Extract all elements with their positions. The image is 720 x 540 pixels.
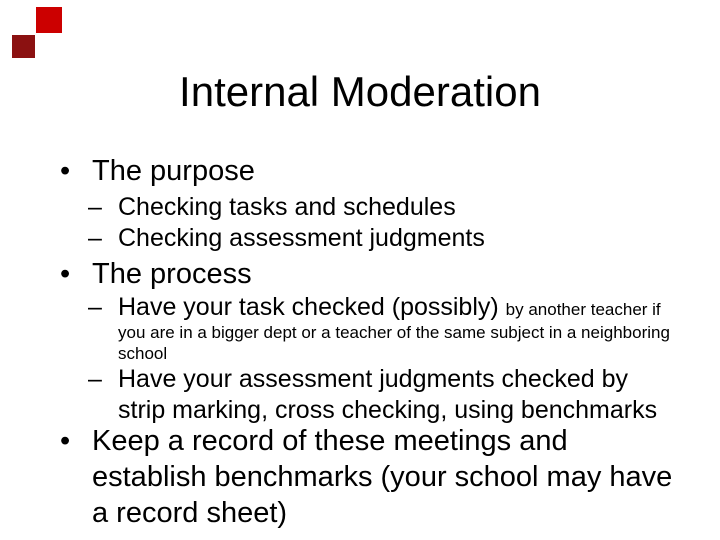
dash-marker: –	[88, 293, 102, 321]
bullet-marker: •	[60, 425, 71, 457]
sub-bullet-large-text: Have your task checked (possibly)	[118, 293, 499, 321]
sub-bullet-task-checked	[88, 292, 690, 364]
bullet-text	[92, 423, 690, 531]
sub-bullet-text: Checking assessment judgments	[118, 224, 485, 252]
sub-bullet-small-text: by another teacher if	[505, 300, 661, 319]
sub-bullet-line2: strip marking, cross checking, using benchmarks	[118, 396, 658, 424]
slide-body	[0, 153, 720, 531]
bullet-item-process	[60, 256, 690, 292]
sub-bullet-text	[118, 364, 690, 426]
bullet-line1: Keep a record of these meetings and	[92, 425, 568, 457]
mixed-size-line	[118, 292, 690, 322]
bullet-item-keep-record	[60, 423, 690, 531]
sub-bullet-text	[118, 292, 690, 364]
dash-marker: –	[88, 193, 102, 221]
sub-bullet-checking-tasks	[88, 192, 690, 223]
red-square-decoration	[36, 7, 62, 33]
slide-title: Internal Moderation	[179, 68, 541, 115]
bullet-line2: establish benchmarks (your school may have	[92, 461, 673, 493]
bullet-line3: a record sheet)	[92, 497, 288, 529]
sub-bullet-judgments-checked	[88, 364, 690, 426]
dash-marker: –	[88, 224, 102, 252]
bullet-marker: •	[60, 155, 71, 187]
sub-bullet-line1: Have your assessment judgments checked by	[118, 365, 628, 393]
dash-marker: –	[88, 365, 102, 393]
sub-bullet-small-text-line2: you are in a bigger dept or a teacher of the same subject in a neighboring	[118, 323, 670, 342]
bullet-marker: •	[60, 258, 71, 290]
bullet-text: The process	[92, 258, 252, 290]
bullet-item-purpose	[60, 153, 690, 189]
sub-bullet-checking-judgments	[88, 223, 690, 254]
dark-red-square-decoration	[12, 35, 35, 58]
bullet-text: The purpose	[92, 155, 255, 187]
sub-bullet-text: Checking tasks and schedules	[118, 193, 456, 221]
sub-bullet-small-text-line3: school	[118, 344, 168, 363]
